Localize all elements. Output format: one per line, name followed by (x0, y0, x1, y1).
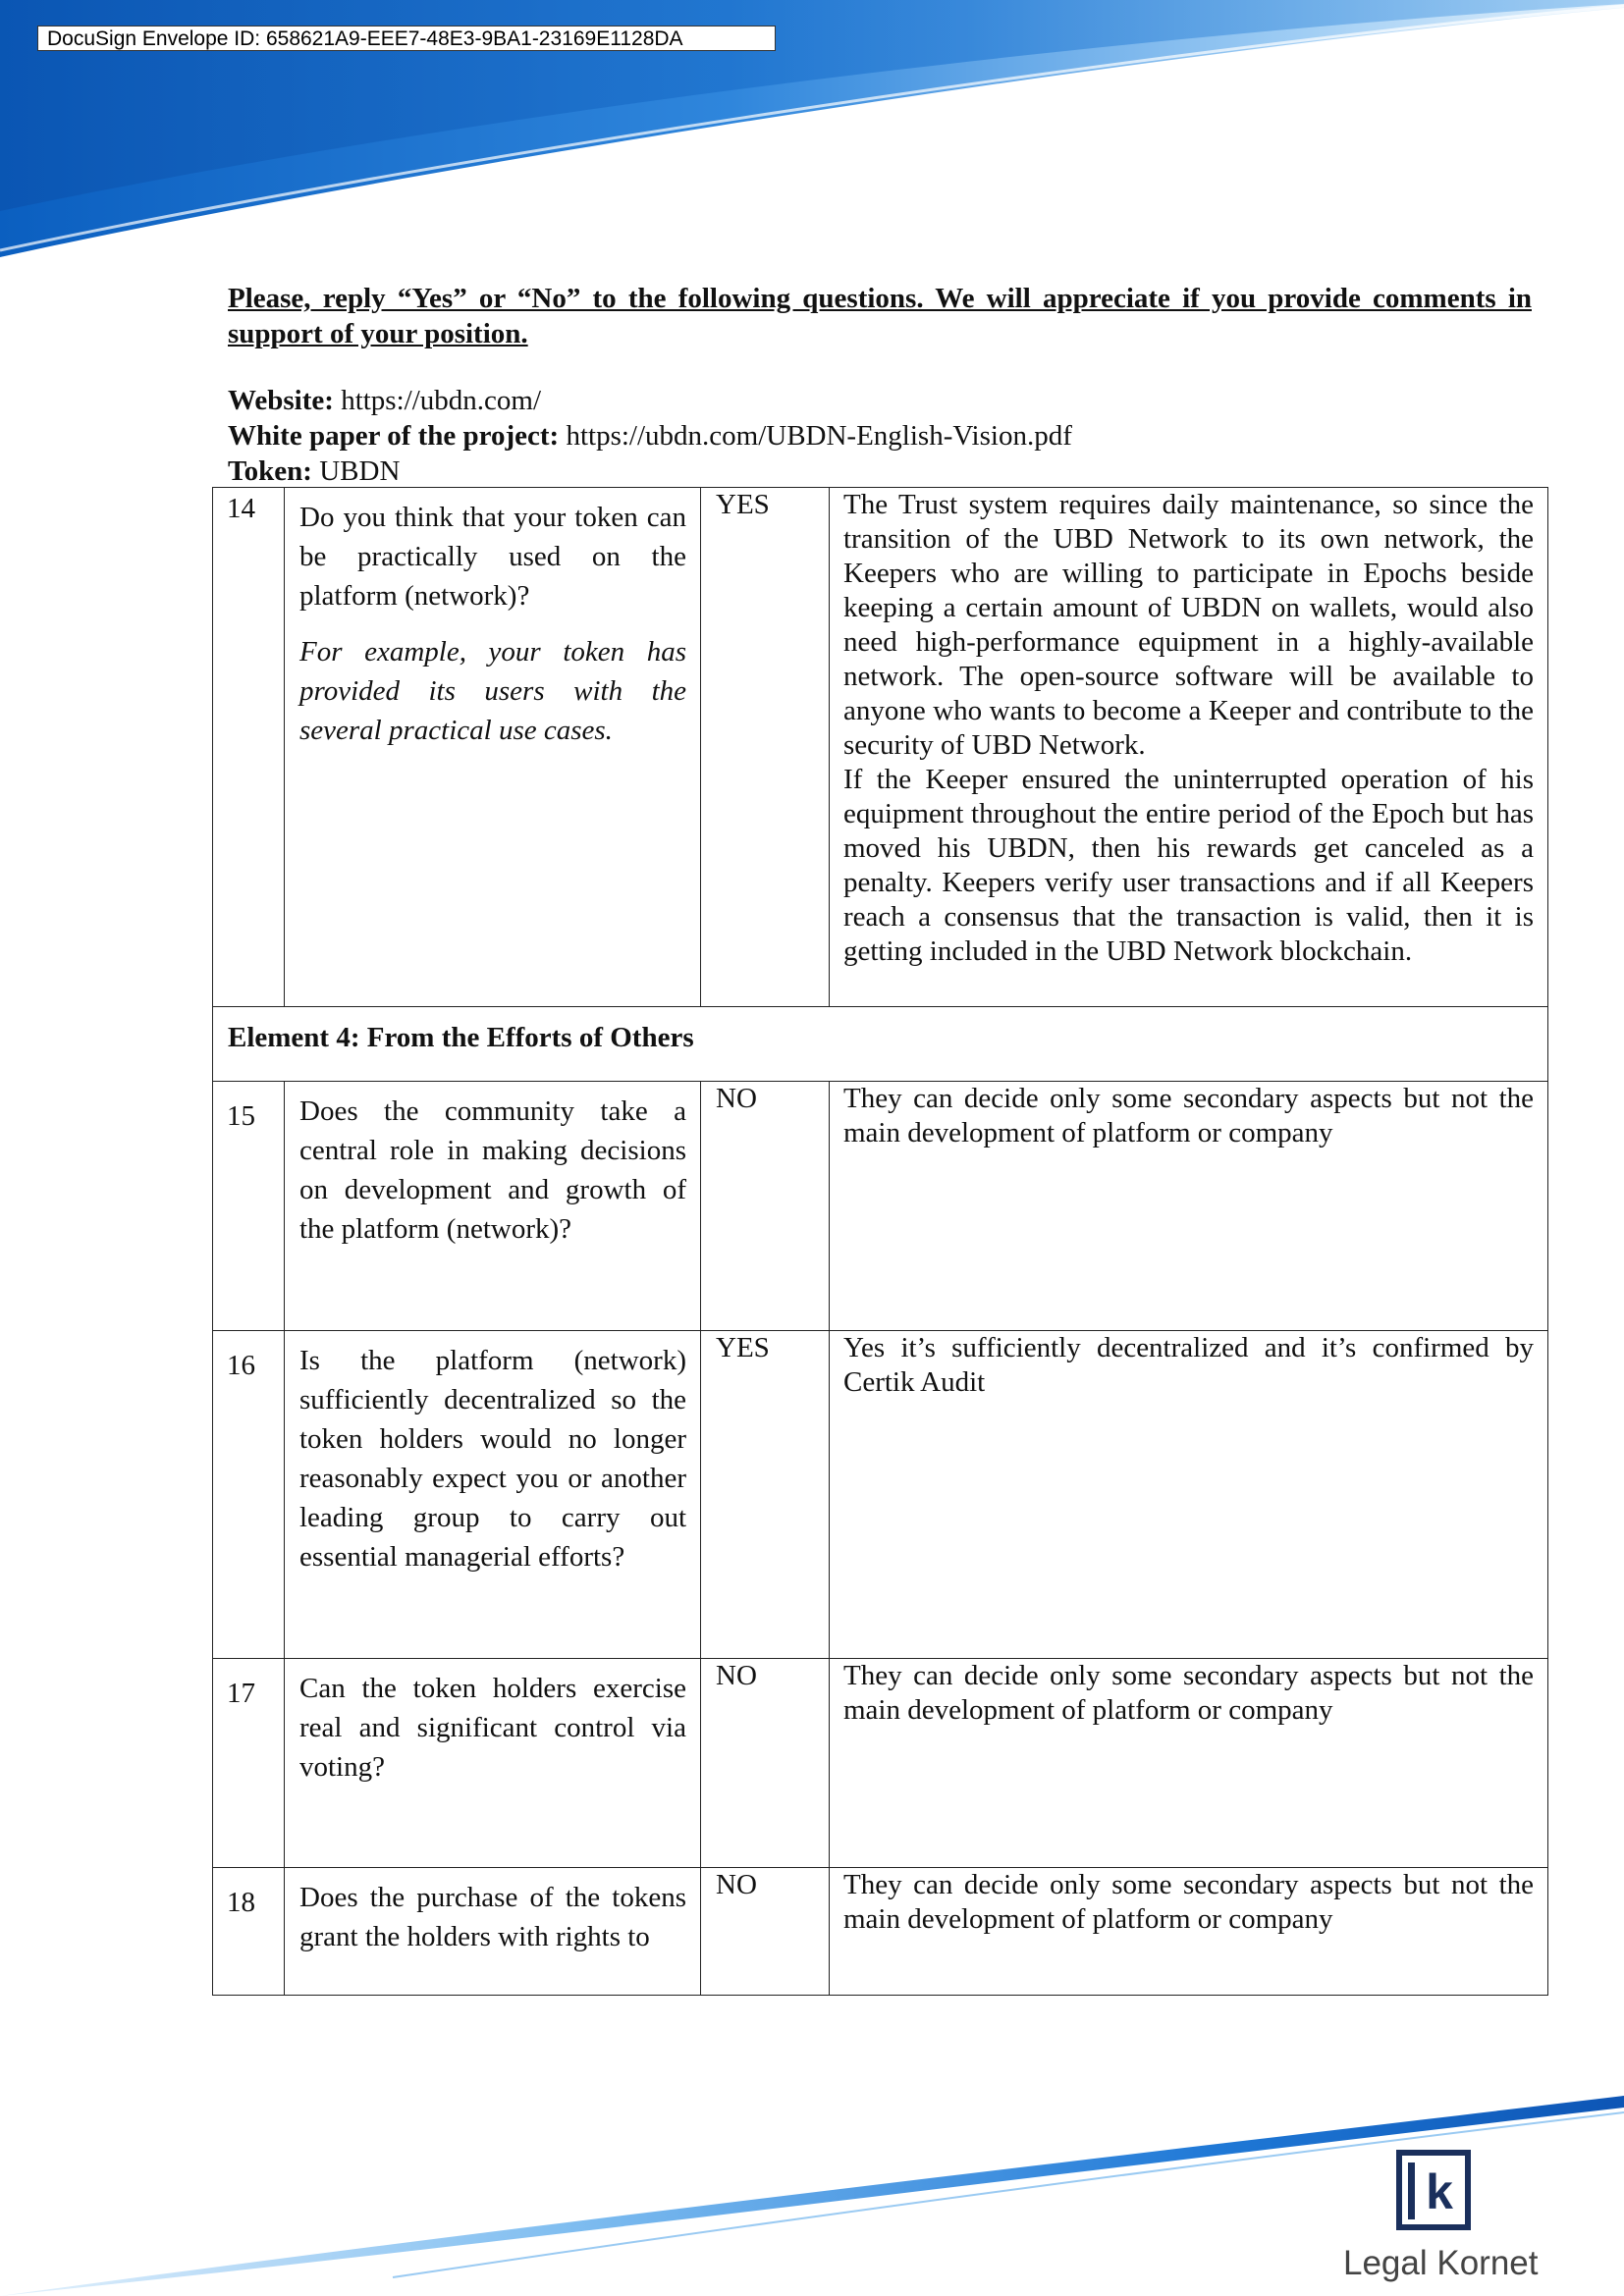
row-number: 18 (213, 1868, 285, 1996)
whitepaper-value: https://ubdn.com/UBDN-English-Vision.pdf (559, 420, 1072, 452)
comment-cell (830, 488, 1548, 1007)
answer-cell: NO (701, 1659, 830, 1868)
table-row (213, 1659, 1548, 1868)
section-row (213, 1007, 1548, 1082)
comment-cell: They can decide only some secondary aspects but not the main development of platform or company (830, 1868, 1548, 1996)
table-row (213, 1082, 1548, 1331)
row-number: 15 (213, 1082, 285, 1331)
answer-cell: NO (701, 1082, 830, 1331)
website-value: https://ubdn.com/ (333, 385, 541, 416)
question-text: Can the token holders exercise real and significant control via voting? (285, 1659, 701, 1868)
questionnaire-table (212, 487, 1548, 1996)
legal-kornet-logo (1337, 2150, 1543, 2287)
whitepaper-label: White paper of the project: (228, 420, 560, 452)
instructions: Please, reply “Yes” or “No” to the following questions. We will appreciate if you provide comments in support of your position. (228, 283, 1532, 349)
whitepaper-line (228, 418, 1072, 454)
project-meta (228, 383, 1072, 489)
question-text: Does the purchase of the tokens grant the holders with rights to (285, 1868, 701, 1996)
logo-k-icon (1396, 2150, 1471, 2230)
question-text: Is the platform (network) sufficiently decentralized so the token holders would no longer reasonably expect you or another leading group to carry out essential managerial efforts? (285, 1331, 701, 1659)
question-text: Do you think that your token can be practically used on the platform (network)? (299, 502, 686, 612)
comment-text: The Trust system requires daily maintenance, so since the transition of the UBD Network to its own network, the Keepers who are willing to participate in Epochs beside keeping a certain amount of UBDN on wallets, would also need high-performance equipment in a highly-available network. The open-source software will be available to anyone who wants to become a Keeper and contribute to the security of UBD Network. (843, 489, 1534, 761)
token-label: Token: (228, 455, 312, 487)
website-label: Website: (228, 385, 334, 416)
row-number: 14 (213, 488, 285, 1007)
website-line (228, 383, 1072, 418)
token-line (228, 454, 1072, 489)
comment-text-2: If the Keeper ensured the uninterrupted operation of his equipment throughout the entire period of the Epoch but has moved his UBDN, then his rewards get canceled as a penalty. Keepers verify user transactions and if all Keepers reach a consensus that the transaction is valid, then it is getting included in the UBD Network blockchain. (843, 764, 1534, 967)
question-text: Does the community take a central role in making decisions on development and growth of the platform (network)? (285, 1082, 701, 1331)
answer-cell: YES (701, 488, 830, 1007)
table-row (213, 1868, 1548, 1996)
question-cell (285, 488, 701, 1007)
comment-cell: They can decide only some secondary aspects but not the main development of platform or company (830, 1082, 1548, 1331)
logo-wordmark: Legal Kornet (1343, 2244, 1539, 2282)
comment-cell: Yes it’s sufficiently decentralized and it’s confirmed by Certik Audit (830, 1331, 1548, 1659)
question-example: For example, your token has provided its users with the several practical use cases. (299, 636, 686, 746)
logo-mark-letter: k (1426, 2164, 1453, 2219)
comment-cell: They can decide only some secondary aspects but not the main development of platform or company (830, 1659, 1548, 1868)
table-row (213, 488, 1548, 1007)
token-value: UBDN (311, 455, 401, 487)
docusign-envelope-id: DocuSign Envelope ID: 658621A9-EEE7-48E3-9BA1-23169E1128DA (37, 26, 776, 51)
table-row (213, 1331, 1548, 1659)
row-number: 17 (213, 1659, 285, 1868)
section-title: Element 4: From the Efforts of Others (213, 1007, 1548, 1082)
row-number: 16 (213, 1331, 285, 1659)
answer-cell: NO (701, 1868, 830, 1996)
answer-cell: YES (701, 1331, 830, 1659)
